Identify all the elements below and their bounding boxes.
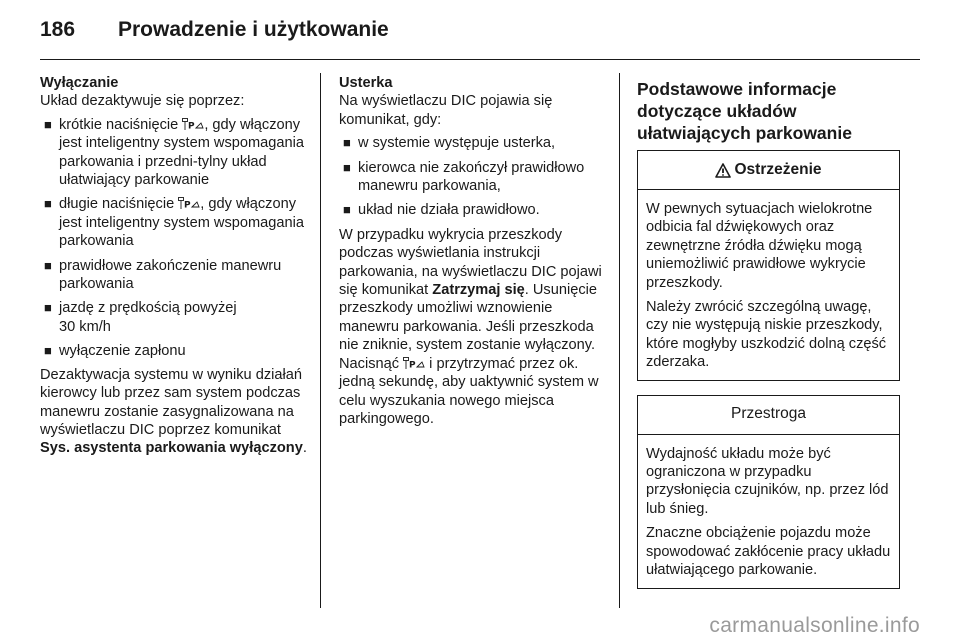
list-item-text: 30 km/h — [59, 318, 111, 335]
section-intro: Układ dezaktywuje się poprzez: — [40, 93, 245, 110]
column-divider-2 — [619, 73, 620, 608]
page-number: 186 — [40, 18, 76, 41]
list-item — [40, 342, 312, 360]
list-item-text: krótkie naciśnięcie — [59, 116, 179, 133]
caution-box — [637, 395, 900, 589]
caution-body — [638, 435, 899, 588]
list-item-text: jazdę z prędkością powyżej — [59, 300, 237, 317]
caution-header — [638, 396, 899, 435]
list-item — [40, 195, 312, 250]
caution-title: Przestroga — [731, 405, 806, 423]
bullet-icon: ■ — [343, 159, 351, 175]
warning-paragraph: Należy zwrócić szczególną uwagę, czy nie występują niskie przeszkody, które mogłyby uszkodzić dolną część zderzaka. — [646, 299, 887, 371]
list-item-text: wyłączenie zapłonu — [59, 343, 186, 360]
list-item — [40, 257, 312, 294]
warning-paragraph: W pewnych sytuacjach wielokrotne odbicia fal dźwiękowych oraz zewnętrzne źródła dźwięku mogą uniemożliwić prawidłowe wykrycie przeszkody. — [646, 201, 873, 291]
bullet-icon: ■ — [44, 116, 52, 132]
dic-message: Zatrzymaj się — [432, 282, 525, 299]
list-item-text: prawidłowe zakończenie manewru parkowania — [59, 257, 282, 293]
svg-text:P: P — [409, 360, 416, 370]
watermark: carmanualsonline.info — [709, 614, 920, 637]
svg-text:P: P — [188, 121, 195, 131]
list-item — [40, 299, 312, 336]
bullet-list — [339, 134, 607, 220]
list-item-text: układ nie działa prawidłowo. — [358, 202, 540, 219]
page-header — [40, 18, 389, 48]
bullet-icon: ■ — [44, 343, 52, 359]
column-deactivation — [40, 74, 312, 464]
warning-title: Ostrzeżenie — [734, 160, 822, 178]
section-heading: Podstawowe informacje dotyczące układów ułatwiających parkowanie — [637, 79, 852, 143]
list-item-text: , gdy włączony jest inteligentny system wspomagania parkowania i przedni-tylny układ ułatwiający parkowanie — [59, 116, 304, 189]
svg-text:P: P — [184, 200, 191, 211]
list-item — [339, 159, 607, 196]
warning-header — [638, 151, 899, 190]
bullet-icon: ■ — [44, 300, 52, 316]
bullet-icon: ■ — [44, 196, 52, 212]
bullet-icon: ■ — [44, 257, 52, 273]
section-paragraph: W przypadku wykrycia przeszkody podczas wyświetlania instrukcji parkowania, na wyświetlaczu DIC pojawi się komunikat Zatrzymaj się. Usunięcie przeszkody umożliwi wznowienie manewru parkowania. Jeśli przeszkoda nie zniknie, system zostanie wyłączony. Nacisnąć P i przytrzymać przez ok. jedną sekundę, aby uaktywnić system w celu wyszukania nowego miejsca parkingowego. — [339, 226, 602, 427]
list-item-text: w systemie występuje usterka, — [358, 135, 556, 152]
parking-assist-icon — [178, 197, 200, 210]
warning-triangle-icon — [715, 163, 731, 178]
warning-body — [638, 190, 899, 380]
header-divider — [40, 59, 920, 60]
section-heading: Wyłączanie — [40, 75, 119, 91]
bullet-list — [40, 116, 312, 361]
section-heading: Usterka — [339, 75, 393, 91]
bullet-icon: ■ — [343, 135, 351, 151]
caution-paragraph: Wydajność układu może być ograniczona w przypadku przysłonięcia czujników, np. przez lód lub śnieg. — [646, 445, 889, 517]
section-intro: Na wyświetlaczu DIC pojawia się komunikat, gdy: — [339, 93, 553, 128]
section-paragraph: Dezaktywacja systemu w wyniku działań kierowcy lub przez sam system podczas manewru zostanie zasygnalizowana na wyświetlaczu DIC poprzez komunikat Sys. asystenta parkowania wyłączony. — [40, 366, 307, 457]
list-item — [339, 201, 607, 219]
bullet-icon: ■ — [343, 202, 351, 218]
list-item-text: długie naciśnięcie — [59, 196, 175, 213]
list-item — [339, 134, 607, 152]
parking-assist-icon — [182, 118, 204, 131]
list-item-text: kierowca nie zakończył prawidłowo manewru parkowania, — [358, 159, 585, 195]
dic-message: Sys. asystenta parkowania wyłączony — [40, 440, 303, 457]
list-item-text: , gdy włączony jest inteligentny system wspomagania parkowania — [59, 196, 304, 250]
list-item — [40, 116, 312, 190]
caution-paragraph: Znaczne obciążenie pojazdu może spowodować zakłócenie pracy układu ułatwiającego parkowanie. — [646, 525, 891, 579]
warning-box — [637, 150, 900, 381]
column-fault — [339, 74, 607, 434]
column-divider-1 — [320, 73, 321, 608]
page-title: Prowadzenie i użytkowanie — [118, 18, 389, 41]
column-basic-info — [637, 74, 900, 599]
parking-assist-icon — [403, 357, 425, 370]
